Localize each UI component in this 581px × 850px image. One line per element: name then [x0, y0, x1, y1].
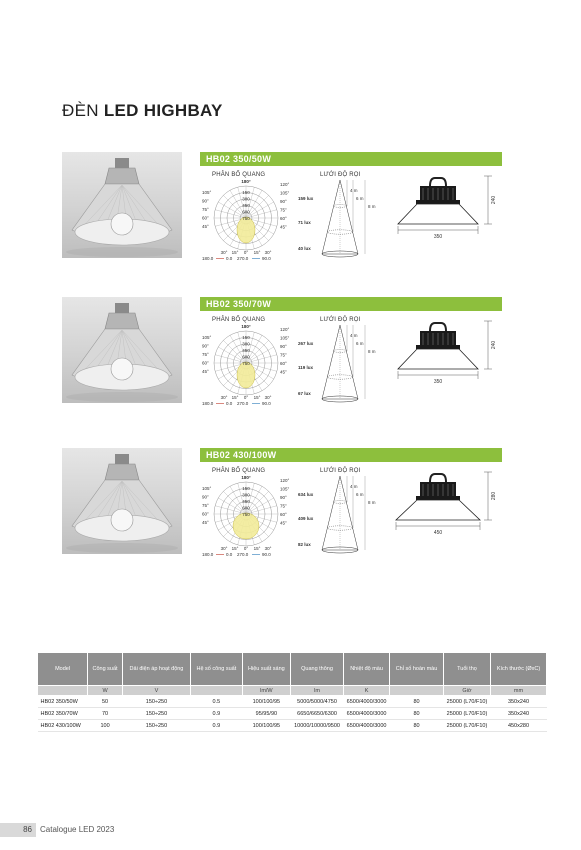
polar-bottom-angle: 15°	[231, 546, 239, 551]
polar-angle-right: 120°	[280, 182, 290, 187]
table-cell: 50	[88, 696, 123, 708]
polar-angle-left: 105°	[202, 335, 212, 340]
legend-value: 90.0	[262, 256, 271, 261]
dimension-drawing	[380, 313, 500, 403]
table-header-cell: Hiệu suất sáng	[242, 653, 290, 686]
table-cell: 6500/4000/3000	[344, 708, 390, 720]
table-cell: 150÷250	[122, 696, 190, 708]
polar-angle-left: 60°	[202, 511, 209, 517]
polar-value: 450	[242, 203, 250, 208]
catalogue-label: Catalogue LED 2023	[40, 825, 115, 834]
polar-bottom-angle: 30°	[220, 546, 228, 551]
product-name: HB02 430/100W	[200, 448, 502, 462]
polar-angle-left: 60°	[202, 215, 209, 221]
polar-angle-right: 90°	[280, 344, 287, 349]
height-value: 8 m	[368, 204, 376, 209]
width-dimension: 350	[433, 379, 443, 385]
table-unit-cell: lm/W	[242, 686, 290, 696]
legend-value: 270.0	[237, 552, 249, 557]
polar-angle-right: 105°	[280, 335, 290, 341]
polar-top-angle: 180°	[241, 475, 251, 480]
polar-value: 750	[242, 361, 250, 366]
polar-angle-left: 90°	[202, 494, 209, 500]
polar-angle-right: 105°	[280, 486, 290, 492]
table-cell: 100/100/95	[242, 720, 290, 732]
table-unit-cell: lm	[290, 686, 343, 696]
polar-angle-right: 60°	[280, 216, 287, 221]
polar-bottom-angle: 15°	[253, 546, 261, 551]
polar-value: 150	[242, 190, 250, 195]
product-photo	[62, 152, 182, 258]
polar-angle-right: 60°	[280, 361, 287, 366]
grid-label: LƯỚI ĐỘ RỌI	[320, 172, 361, 178]
polar-distribution-diagram	[200, 474, 292, 558]
table-row	[38, 720, 547, 732]
product-photo	[62, 448, 182, 554]
distribution-label: PHÂN BỐ QUANG	[212, 317, 266, 323]
polar-bottom-angle: 30°	[264, 250, 272, 255]
product-name: HB02 350/70W	[200, 297, 502, 311]
table-cell: 350x240	[491, 696, 547, 708]
table-unit-cell	[390, 686, 444, 696]
polar-angle-left: 75°	[202, 207, 209, 212]
table-cell: 6650/6650/6300	[290, 708, 343, 720]
polar-bottom-angle: 30°	[220, 250, 228, 255]
polar-value: 300	[242, 492, 250, 498]
polar-value: 300	[242, 196, 250, 202]
polar-top-angle: 180°	[241, 324, 251, 329]
table-cell: 25000 (L70/F10)	[443, 720, 490, 732]
table-header-cell: Công suất	[88, 653, 123, 686]
table-cell: 350x240	[491, 708, 547, 720]
polar-angle-right: 90°	[280, 495, 287, 500]
height-dimension: 240	[491, 195, 497, 205]
table-header-cell: Hệ số công suất	[190, 653, 242, 686]
polar-angle-right: 75°	[280, 352, 287, 358]
product-photo	[62, 297, 182, 403]
polar-distribution-diagram	[200, 178, 292, 262]
table-header-cell: Model	[38, 653, 88, 686]
page-title: ĐÈN LED HIGHBAY	[62, 101, 223, 120]
table-cell: 70	[88, 708, 123, 720]
table-cell: HB02 350/70W	[38, 708, 88, 720]
table-cell: 150÷250	[122, 708, 190, 720]
polar-value: 600	[242, 505, 250, 511]
polar-value: 150	[242, 486, 250, 491]
table-cell: HB02 430/100W	[38, 720, 88, 732]
polar-angle-left: 45°	[202, 369, 209, 374]
product-block	[62, 448, 502, 560]
height-value: 4 m	[350, 333, 358, 338]
illuminance-cone-diagram	[298, 323, 380, 407]
polar-angle-right: 120°	[280, 327, 290, 332]
polar-angle-right: 75°	[280, 503, 287, 509]
table-cell: 450x280	[491, 720, 547, 732]
table-header-cell: Chỉ số hoàn màu	[390, 653, 444, 686]
polar-distribution-diagram	[200, 323, 292, 407]
table-cell: 80	[390, 696, 444, 708]
table-unit-cell: mm	[491, 686, 547, 696]
height-dimension: 280	[491, 491, 497, 501]
polar-bottom-angle: 30°	[264, 546, 272, 551]
polar-angle-left: 105°	[202, 190, 212, 195]
width-dimension: 350	[433, 234, 443, 240]
polar-bottom-angle: 30°	[264, 395, 272, 400]
distribution-label: PHÂN BỐ QUANG	[212, 468, 266, 474]
legend-value: 180.0	[202, 401, 214, 406]
table-cell: 25000 (L70/F10)	[443, 696, 490, 708]
table-cell: 25000 (L70/F10)	[443, 708, 490, 720]
polar-angle-right: 120°	[280, 478, 290, 483]
table-header-cell: Nhiệt độ màu	[344, 653, 390, 686]
table-header-cell: Dải điện áp hoạt động	[122, 653, 190, 686]
table-unit-cell: K	[344, 686, 390, 696]
height-value: 6 m	[356, 492, 364, 497]
polar-value: 450	[242, 499, 250, 504]
polar-bottom-angle: 15°	[253, 250, 261, 255]
legend-value: 0.0	[226, 552, 233, 557]
table-unit-cell	[190, 686, 242, 696]
polar-bottom-angle: 0°	[243, 250, 249, 255]
legend-value: 180.0	[202, 256, 214, 261]
page-number: 86	[0, 823, 36, 837]
grid-label: LƯỚI ĐỘ RỌI	[320, 468, 361, 474]
polar-angle-right: 90°	[280, 199, 287, 204]
height-value: 4 m	[350, 484, 358, 489]
polar-value: 600	[242, 209, 250, 215]
table-cell: 95/95/90	[242, 708, 290, 720]
table-row	[38, 696, 547, 708]
lux-value: 119 lux	[298, 365, 314, 370]
lux-value: 409 lux	[298, 516, 314, 521]
height-value: 6 m	[356, 196, 364, 201]
legend-value: 90.0	[262, 552, 271, 557]
polar-top-angle: 180°	[241, 179, 251, 184]
legend-value: 180.0	[202, 552, 214, 557]
polar-angle-left: 45°	[202, 224, 209, 229]
lux-value: 267 lux	[298, 341, 314, 346]
lux-value: 67 lux	[298, 391, 311, 396]
polar-bottom-angle: 15°	[231, 250, 239, 255]
dimension-drawing	[380, 168, 500, 258]
legend-value: 270.0	[237, 401, 249, 406]
table-unit-cell: Giờ	[443, 686, 490, 696]
dimension-drawing	[380, 464, 500, 554]
table-header-row	[38, 653, 547, 686]
table-unit-cell: W	[88, 686, 123, 696]
polar-value: 600	[242, 354, 250, 360]
height-value: 8 m	[368, 500, 376, 505]
polar-angle-right: 45°	[280, 224, 287, 230]
lux-value: 159 lux	[298, 196, 314, 201]
table-cell: 80	[390, 720, 444, 732]
legend-value: 0.0	[226, 401, 233, 406]
table-cell: 0.5	[190, 696, 242, 708]
polar-angle-left: 75°	[202, 503, 209, 508]
table-cell: 0.9	[190, 720, 242, 732]
table-cell: HB02 350/50W	[38, 696, 88, 708]
polar-bottom-angle: 30°	[220, 395, 228, 400]
polar-angle-left: 75°	[202, 352, 209, 357]
table-cell: 10000/10000/9500	[290, 720, 343, 732]
polar-angle-left: 105°	[202, 486, 212, 491]
height-dimension: 240	[491, 340, 497, 350]
polar-angle-right: 45°	[280, 520, 287, 526]
table-unit-cell: V	[122, 686, 190, 696]
table-row	[38, 708, 547, 720]
legend-value: 0.0	[226, 256, 233, 261]
lux-value: 634 lux	[298, 492, 314, 497]
polar-bottom-angle: 0°	[243, 395, 249, 400]
polar-value: 750	[242, 512, 250, 517]
table-header-cell: Kích thước (ØxC)	[491, 653, 547, 686]
polar-value: 150	[242, 335, 250, 340]
polar-angle-right: 60°	[280, 512, 287, 517]
polar-angle-right: 105°	[280, 190, 290, 196]
polar-angle-right: 75°	[280, 207, 287, 213]
product-block	[62, 297, 502, 409]
table-cell: 100/100/95	[242, 696, 290, 708]
polar-bottom-angle: 15°	[231, 395, 239, 400]
lux-value: 82 lux	[298, 542, 311, 547]
height-value: 8 m	[368, 349, 376, 354]
spec-table	[37, 652, 547, 732]
table-cell: 5000/5000/4750	[290, 696, 343, 708]
illuminance-cone-diagram	[298, 178, 380, 262]
table-units-row	[38, 686, 547, 696]
product-block	[62, 152, 502, 264]
polar-angle-left: 60°	[202, 360, 209, 366]
legend-value: 90.0	[262, 401, 271, 406]
polar-bottom-angle: 0°	[243, 546, 249, 551]
polar-angle-right: 45°	[280, 369, 287, 375]
height-value: 6 m	[356, 341, 364, 346]
illuminance-cone-diagram	[298, 474, 380, 558]
product-name: HB02 350/50W	[200, 152, 502, 166]
polar-value: 450	[242, 348, 250, 353]
distribution-label: PHÂN BỐ QUANG	[212, 172, 266, 178]
table-header-cell: Quang thông	[290, 653, 343, 686]
table-cell: 6500/4000/3000	[344, 696, 390, 708]
lux-value: 71 lux	[298, 220, 311, 225]
height-value: 4 m	[350, 188, 358, 193]
polar-angle-left: 90°	[202, 198, 209, 204]
table-cell: 150÷250	[122, 720, 190, 732]
table-cell: 100	[88, 720, 123, 732]
table-cell: 6500/4000/3000	[344, 720, 390, 732]
legend-value: 270.0	[237, 256, 249, 261]
table-cell: 80	[390, 708, 444, 720]
polar-value: 750	[242, 216, 250, 221]
table-header-cell: Tuổi thọ	[443, 653, 490, 686]
page-footer	[0, 823, 200, 837]
width-dimension: 450	[433, 530, 443, 536]
polar-bottom-angle: 15°	[253, 395, 261, 400]
polar-value: 300	[242, 341, 250, 347]
lux-value: 40 lux	[298, 246, 311, 251]
table-cell: 0.9	[190, 708, 242, 720]
grid-label: LƯỚI ĐỘ RỌI	[320, 317, 361, 323]
table-unit-cell	[38, 686, 88, 696]
polar-angle-left: 90°	[202, 343, 209, 349]
polar-angle-left: 45°	[202, 520, 209, 525]
